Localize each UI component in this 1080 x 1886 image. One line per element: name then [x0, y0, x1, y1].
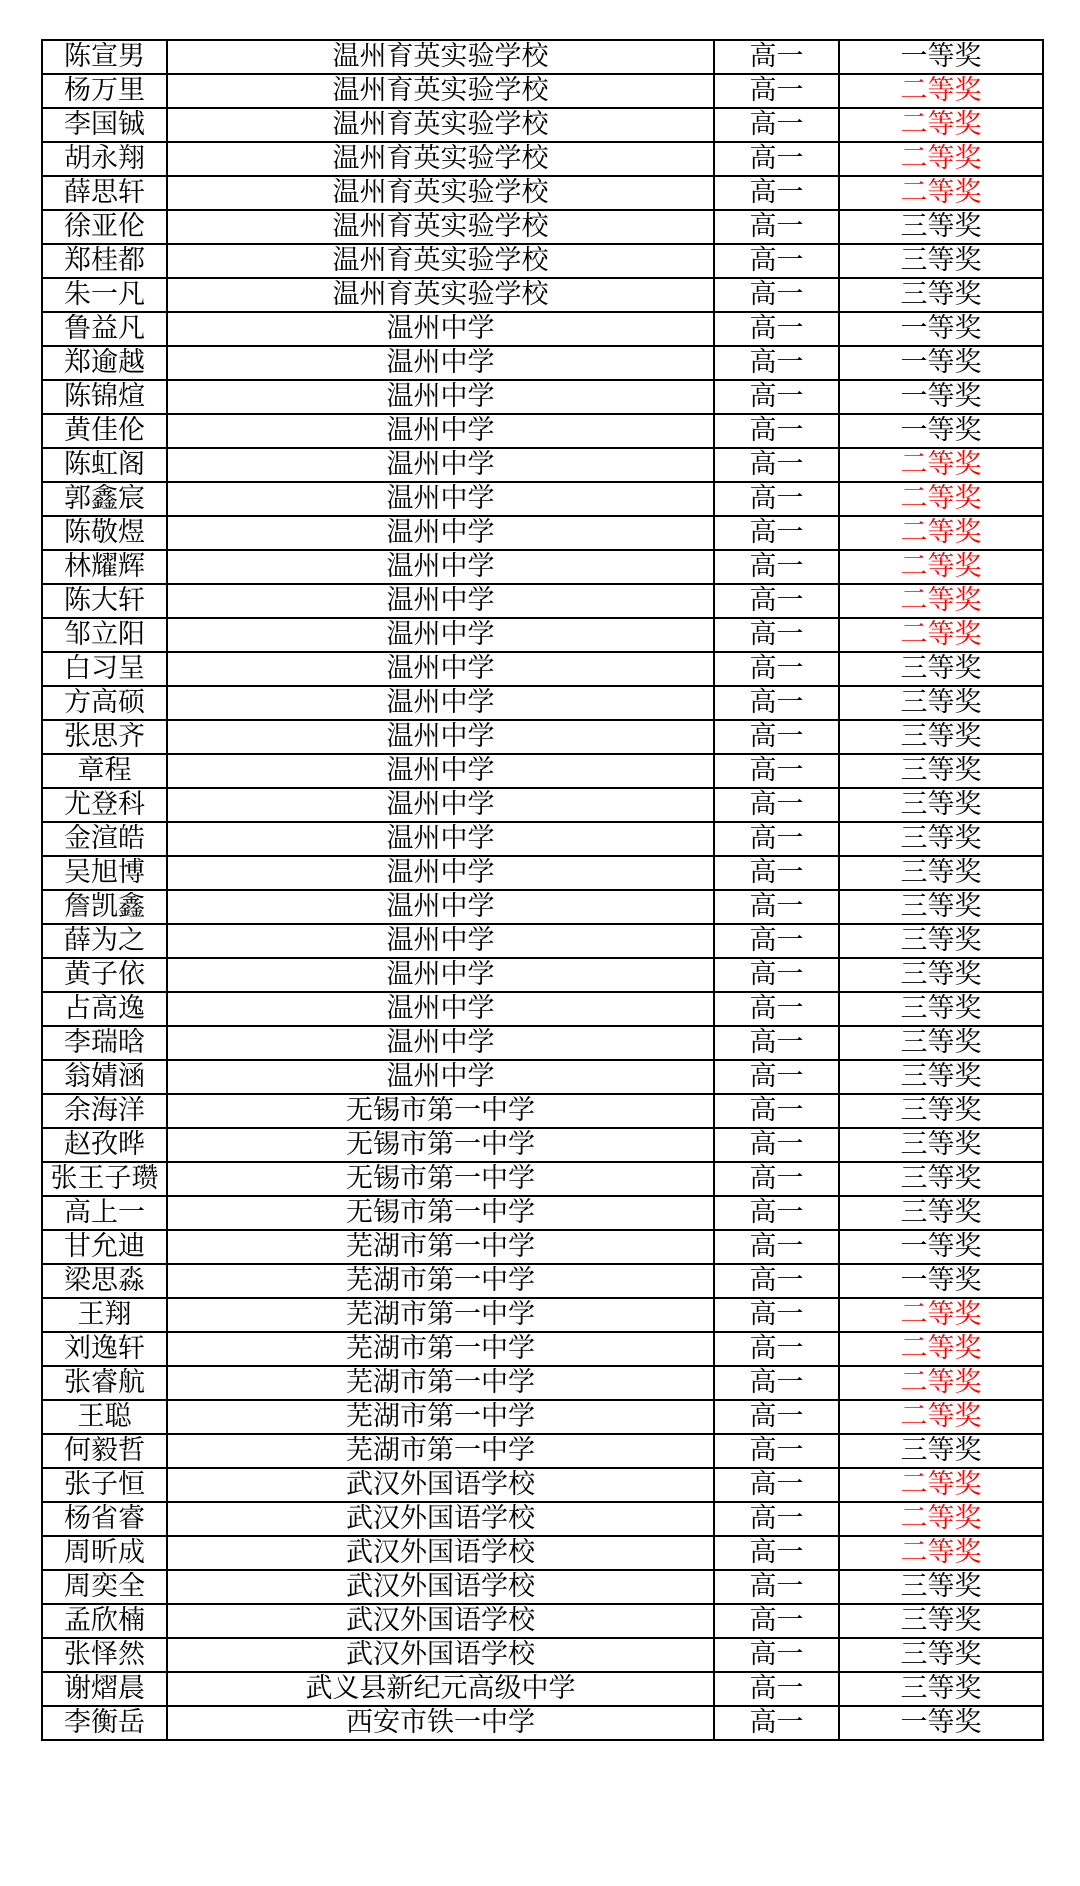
- award-cell: 三等奖: [839, 1604, 1043, 1638]
- grade-cell: 高一: [714, 584, 839, 618]
- table-row: [42, 1196, 1043, 1230]
- school-cell: 芜湖市第一中学: [167, 1332, 714, 1366]
- grade-cell: 高一: [714, 1570, 839, 1604]
- school-cell: 温州中学: [167, 958, 714, 992]
- school-cell: 温州中学: [167, 686, 714, 720]
- student-name-cell: 吴旭博: [42, 856, 167, 890]
- table-row: [42, 1332, 1043, 1366]
- student-name-cell: 甘允迪: [42, 1230, 167, 1264]
- school-cell: 温州育英实验学校: [167, 278, 714, 312]
- award-cell: 三等奖: [839, 720, 1043, 754]
- award-cell: 二等奖: [839, 1502, 1043, 1536]
- grade-cell: 高一: [714, 312, 839, 346]
- school-cell: 芜湖市第一中学: [167, 1230, 714, 1264]
- grade-cell: 高一: [714, 992, 839, 1026]
- student-name-cell: 黄子依: [42, 958, 167, 992]
- school-cell: 芜湖市第一中学: [167, 1264, 714, 1298]
- school-cell: 温州中学: [167, 516, 714, 550]
- table-row: [42, 754, 1043, 788]
- award-cell: 三等奖: [839, 992, 1043, 1026]
- school-cell: 芜湖市第一中学: [167, 1434, 714, 1468]
- table-row: [42, 414, 1043, 448]
- school-cell: 温州育英实验学校: [167, 108, 714, 142]
- school-cell: 温州中学: [167, 584, 714, 618]
- award-cell: 三等奖: [839, 1196, 1043, 1230]
- table-row: [42, 1706, 1043, 1740]
- student-name-cell: 陈宣男: [42, 40, 167, 74]
- student-name-cell: 朱一凡: [42, 278, 167, 312]
- grade-cell: 高一: [714, 1604, 839, 1638]
- award-cell: 二等奖: [839, 618, 1043, 652]
- table-row: [42, 1672, 1043, 1706]
- student-name-cell: 邹立阳: [42, 618, 167, 652]
- grade-cell: 高一: [714, 1298, 839, 1332]
- student-name-cell: 张思齐: [42, 720, 167, 754]
- student-name-cell: 余海洋: [42, 1094, 167, 1128]
- school-cell: 温州中学: [167, 720, 714, 754]
- school-cell: 武汉外国语学校: [167, 1536, 714, 1570]
- school-cell: 温州中学: [167, 414, 714, 448]
- table-row: [42, 788, 1043, 822]
- table-row: [42, 448, 1043, 482]
- table-row: [42, 1502, 1043, 1536]
- table-row: [42, 652, 1043, 686]
- grade-cell: 高一: [714, 1536, 839, 1570]
- grade-cell: 高一: [714, 482, 839, 516]
- school-cell: 温州中学: [167, 482, 714, 516]
- table-row: [42, 1026, 1043, 1060]
- table-row: [42, 890, 1043, 924]
- student-name-cell: 金渲皓: [42, 822, 167, 856]
- student-name-cell: 薛为之: [42, 924, 167, 958]
- award-cell: 三等奖: [839, 890, 1043, 924]
- school-cell: 武汉外国语学校: [167, 1570, 714, 1604]
- award-cell: 三等奖: [839, 754, 1043, 788]
- school-cell: 温州中学: [167, 346, 714, 380]
- award-cell: 三等奖: [839, 924, 1043, 958]
- award-cell: 二等奖: [839, 1400, 1043, 1434]
- award-cell: 二等奖: [839, 1298, 1043, 1332]
- award-cell: 三等奖: [839, 856, 1043, 890]
- award-cell: 三等奖: [839, 1672, 1043, 1706]
- award-cell: 二等奖: [839, 550, 1043, 584]
- award-cell: 三等奖: [839, 1434, 1043, 1468]
- table-row: [42, 1468, 1043, 1502]
- student-name-cell: 薛思轩: [42, 176, 167, 210]
- table-row: [42, 1298, 1043, 1332]
- grade-cell: 高一: [714, 1162, 839, 1196]
- student-name-cell: 张王子瓒: [42, 1162, 167, 1196]
- award-cell: 二等奖: [839, 142, 1043, 176]
- award-cell: 三等奖: [839, 1638, 1043, 1672]
- table-row: [42, 40, 1043, 74]
- student-name-cell: 郭鑫宸: [42, 482, 167, 516]
- award-cell: 三等奖: [839, 686, 1043, 720]
- table-row: [42, 1604, 1043, 1638]
- grade-cell: 高一: [714, 448, 839, 482]
- school-cell: 温州育英实验学校: [167, 244, 714, 278]
- school-cell: 芜湖市第一中学: [167, 1366, 714, 1400]
- award-cell: 二等奖: [839, 74, 1043, 108]
- table-row: [42, 1536, 1043, 1570]
- award-cell: 三等奖: [839, 1026, 1043, 1060]
- student-name-cell: 陈敬煜: [42, 516, 167, 550]
- award-cell: 一等奖: [839, 312, 1043, 346]
- grade-cell: 高一: [714, 1502, 839, 1536]
- grade-cell: 高一: [714, 890, 839, 924]
- grade-cell: 高一: [714, 380, 839, 414]
- student-name-cell: 杨省睿: [42, 1502, 167, 1536]
- table-row: [42, 1060, 1043, 1094]
- table-row: [42, 822, 1043, 856]
- student-name-cell: 徐亚伦: [42, 210, 167, 244]
- award-cell: 一等奖: [839, 40, 1043, 74]
- school-cell: 温州育英实验学校: [167, 142, 714, 176]
- grade-cell: 高一: [714, 1196, 839, 1230]
- school-cell: 温州中学: [167, 856, 714, 890]
- student-name-cell: 李瑞晗: [42, 1026, 167, 1060]
- student-name-cell: 占高逸: [42, 992, 167, 1026]
- table-row: [42, 176, 1043, 210]
- student-name-cell: 郑桂都: [42, 244, 167, 278]
- award-cell: 三等奖: [839, 822, 1043, 856]
- table-row: [42, 482, 1043, 516]
- student-name-cell: 周昕成: [42, 1536, 167, 1570]
- school-cell: 温州中学: [167, 652, 714, 686]
- grade-cell: 高一: [714, 822, 839, 856]
- grade-cell: 高一: [714, 754, 839, 788]
- grade-cell: 高一: [714, 618, 839, 652]
- table-row: [42, 142, 1043, 176]
- table-row: [42, 278, 1043, 312]
- student-name-cell: 尤登科: [42, 788, 167, 822]
- award-cell: 三等奖: [839, 788, 1043, 822]
- student-name-cell: 胡永翔: [42, 142, 167, 176]
- table-row: [42, 1162, 1043, 1196]
- school-cell: 温州中学: [167, 312, 714, 346]
- student-name-cell: 王翔: [42, 1298, 167, 1332]
- award-cell: 一等奖: [839, 414, 1043, 448]
- student-name-cell: 梁思淼: [42, 1264, 167, 1298]
- student-name-cell: 孟欣楠: [42, 1604, 167, 1638]
- grade-cell: 高一: [714, 924, 839, 958]
- school-cell: 温州中学: [167, 1026, 714, 1060]
- school-cell: 无锡市第一中学: [167, 1196, 714, 1230]
- student-name-cell: 李国铖: [42, 108, 167, 142]
- grade-cell: 高一: [714, 1468, 839, 1502]
- award-cell: 一等奖: [839, 346, 1043, 380]
- grade-cell: 高一: [714, 108, 839, 142]
- student-name-cell: 章程: [42, 754, 167, 788]
- student-name-cell: 张睿航: [42, 1366, 167, 1400]
- student-name-cell: 林耀辉: [42, 550, 167, 584]
- student-name-cell: 李衡岳: [42, 1706, 167, 1740]
- school-cell: 温州中学: [167, 1060, 714, 1094]
- award-table-body: [42, 40, 1043, 1740]
- student-name-cell: 陈虹阁: [42, 448, 167, 482]
- award-cell: 三等奖: [839, 1570, 1043, 1604]
- student-name-cell: 翁婧涵: [42, 1060, 167, 1094]
- award-cell: 三等奖: [839, 958, 1043, 992]
- grade-cell: 高一: [714, 244, 839, 278]
- grade-cell: 高一: [714, 652, 839, 686]
- table-row: [42, 1638, 1043, 1672]
- school-cell: 无锡市第一中学: [167, 1128, 714, 1162]
- grade-cell: 高一: [714, 516, 839, 550]
- student-name-cell: 杨万里: [42, 74, 167, 108]
- grade-cell: 高一: [714, 1264, 839, 1298]
- award-cell: 一等奖: [839, 1264, 1043, 1298]
- school-cell: 温州育英实验学校: [167, 74, 714, 108]
- student-name-cell: 白习呈: [42, 652, 167, 686]
- award-cell: 三等奖: [839, 1128, 1043, 1162]
- award-cell: 二等奖: [839, 1366, 1043, 1400]
- table-row: [42, 1570, 1043, 1604]
- table-row: [42, 1128, 1043, 1162]
- table-row: [42, 720, 1043, 754]
- award-cell: 三等奖: [839, 244, 1043, 278]
- grade-cell: 高一: [714, 1332, 839, 1366]
- table-row: [42, 516, 1043, 550]
- table-row: [42, 244, 1043, 278]
- award-cell: 二等奖: [839, 516, 1043, 550]
- school-cell: 西安市铁一中学: [167, 1706, 714, 1740]
- grade-cell: 高一: [714, 1366, 839, 1400]
- school-cell: 芜湖市第一中学: [167, 1400, 714, 1434]
- award-cell: 三等奖: [839, 1060, 1043, 1094]
- grade-cell: 高一: [714, 1026, 839, 1060]
- school-cell: 温州育英实验学校: [167, 176, 714, 210]
- award-results-table: [41, 39, 1044, 1741]
- student-name-cell: 高上一: [42, 1196, 167, 1230]
- grade-cell: 高一: [714, 346, 839, 380]
- grade-cell: 高一: [714, 414, 839, 448]
- grade-cell: 高一: [714, 1060, 839, 1094]
- student-name-cell: 王聪: [42, 1400, 167, 1434]
- table-row: [42, 210, 1043, 244]
- student-name-cell: 赵孜晔: [42, 1128, 167, 1162]
- school-cell: 芜湖市第一中学: [167, 1298, 714, 1332]
- grade-cell: 高一: [714, 40, 839, 74]
- grade-cell: 高一: [714, 210, 839, 244]
- student-name-cell: 陈锦煊: [42, 380, 167, 414]
- student-name-cell: 张子恒: [42, 1468, 167, 1502]
- school-cell: 温州中学: [167, 890, 714, 924]
- table-row: [42, 958, 1043, 992]
- school-cell: 温州中学: [167, 924, 714, 958]
- grade-cell: 高一: [714, 958, 839, 992]
- table-row: [42, 346, 1043, 380]
- award-cell: 三等奖: [839, 278, 1043, 312]
- table-row: [42, 74, 1043, 108]
- student-name-cell: 何毅哲: [42, 1434, 167, 1468]
- award-cell: 一等奖: [839, 1230, 1043, 1264]
- table-row: [42, 380, 1043, 414]
- school-cell: 武汉外国语学校: [167, 1638, 714, 1672]
- grade-cell: 高一: [714, 1094, 839, 1128]
- student-name-cell: 郑逾越: [42, 346, 167, 380]
- award-cell: 一等奖: [839, 380, 1043, 414]
- school-cell: 无锡市第一中学: [167, 1162, 714, 1196]
- award-cell: 二等奖: [839, 584, 1043, 618]
- table-row: [42, 1366, 1043, 1400]
- school-cell: 武汉外国语学校: [167, 1604, 714, 1638]
- award-cell: 二等奖: [839, 482, 1043, 516]
- grade-cell: 高一: [714, 142, 839, 176]
- grade-cell: 高一: [714, 1128, 839, 1162]
- student-name-cell: 谢熠晨: [42, 1672, 167, 1706]
- table-row: [42, 618, 1043, 652]
- school-cell: 温州中学: [167, 380, 714, 414]
- table-row: [42, 550, 1043, 584]
- student-name-cell: 鲁益凡: [42, 312, 167, 346]
- grade-cell: 高一: [714, 1638, 839, 1672]
- award-cell: 三等奖: [839, 1162, 1043, 1196]
- table-row: [42, 584, 1043, 618]
- school-cell: 温州中学: [167, 618, 714, 652]
- table-row: [42, 1094, 1043, 1128]
- school-cell: 武汉外国语学校: [167, 1502, 714, 1536]
- student-name-cell: 黄佳伦: [42, 414, 167, 448]
- school-cell: 温州中学: [167, 788, 714, 822]
- table-row: [42, 686, 1043, 720]
- award-cell: 二等奖: [839, 1536, 1043, 1570]
- school-cell: 温州中学: [167, 822, 714, 856]
- grade-cell: 高一: [714, 1230, 839, 1264]
- grade-cell: 高一: [714, 1706, 839, 1740]
- school-cell: 武汉外国语学校: [167, 1468, 714, 1502]
- school-cell: 温州育英实验学校: [167, 40, 714, 74]
- school-cell: 温州中学: [167, 550, 714, 584]
- award-cell: 三等奖: [839, 652, 1043, 686]
- award-cell: 二等奖: [839, 176, 1043, 210]
- table-row: [42, 992, 1043, 1026]
- award-cell: 三等奖: [839, 210, 1043, 244]
- grade-cell: 高一: [714, 1672, 839, 1706]
- school-cell: 武义县新纪元高级中学: [167, 1672, 714, 1706]
- student-name-cell: 刘逸轩: [42, 1332, 167, 1366]
- table-row: [42, 1434, 1043, 1468]
- student-name-cell: 周奕全: [42, 1570, 167, 1604]
- student-name-cell: 张怿然: [42, 1638, 167, 1672]
- grade-cell: 高一: [714, 74, 839, 108]
- student-name-cell: 陈大轩: [42, 584, 167, 618]
- school-cell: 温州中学: [167, 992, 714, 1026]
- grade-cell: 高一: [714, 278, 839, 312]
- student-name-cell: 詹凯鑫: [42, 890, 167, 924]
- award-cell: 二等奖: [839, 448, 1043, 482]
- table-row: [42, 108, 1043, 142]
- table-row: [42, 1400, 1043, 1434]
- award-cell: 二等奖: [839, 1468, 1043, 1502]
- school-cell: 温州中学: [167, 448, 714, 482]
- school-cell: 温州中学: [167, 754, 714, 788]
- table-row: [42, 1230, 1043, 1264]
- grade-cell: 高一: [714, 856, 839, 890]
- grade-cell: 高一: [714, 176, 839, 210]
- table-row: [42, 924, 1043, 958]
- grade-cell: 高一: [714, 1400, 839, 1434]
- grade-cell: 高一: [714, 720, 839, 754]
- table-row: [42, 312, 1043, 346]
- award-cell: 三等奖: [839, 1094, 1043, 1128]
- school-cell: 温州育英实验学校: [167, 210, 714, 244]
- table-row: [42, 856, 1043, 890]
- student-name-cell: 方高硕: [42, 686, 167, 720]
- grade-cell: 高一: [714, 550, 839, 584]
- grade-cell: 高一: [714, 686, 839, 720]
- award-cell: 二等奖: [839, 1332, 1043, 1366]
- grade-cell: 高一: [714, 788, 839, 822]
- award-cell: 二等奖: [839, 108, 1043, 142]
- award-cell: 一等奖: [839, 1706, 1043, 1740]
- grade-cell: 高一: [714, 1434, 839, 1468]
- table-row: [42, 1264, 1043, 1298]
- school-cell: 无锡市第一中学: [167, 1094, 714, 1128]
